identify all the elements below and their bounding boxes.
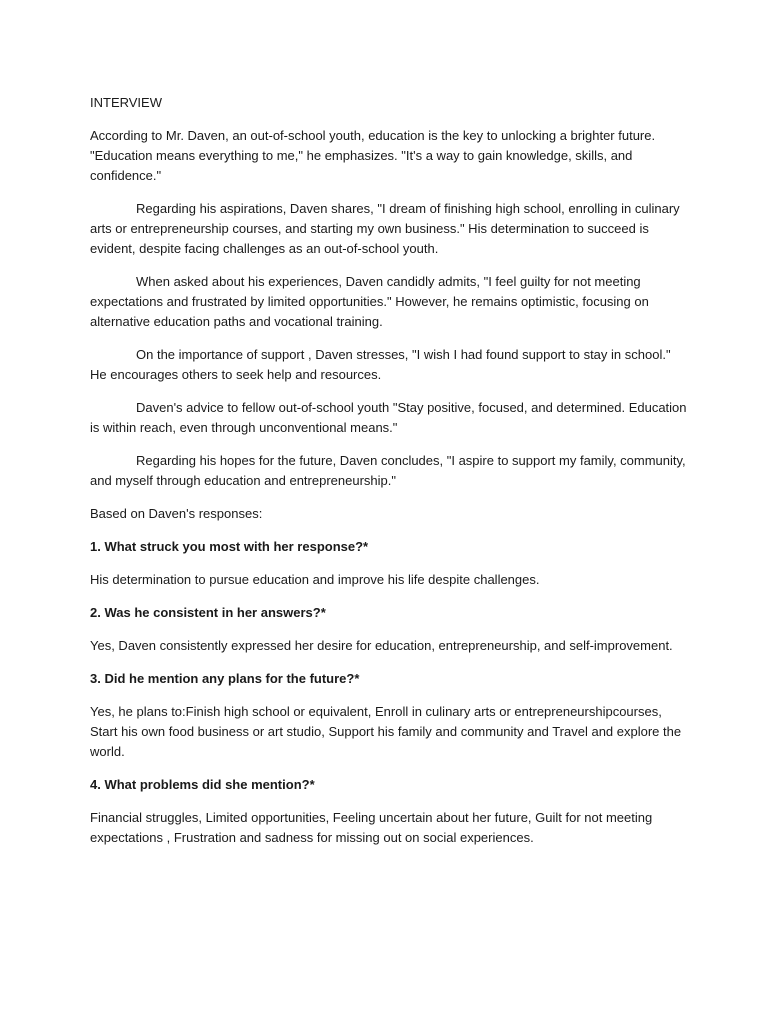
paragraph-support: On the importance of support , Daven stresses, "I wish I had found support to stay in school." He encourages others to seek help and resources. (90, 347, 671, 382)
paragraph-aspirations: Regarding his aspirations, Daven shares, "I dream of finishing high school, enrolling in culinary arts or entrepreneurship courses, and starting my own business." His determination to succeed is evident, despite facing challenges as an out-of-school youth. (90, 201, 680, 256)
question-2: 2. Was he consistent in her answers?* (90, 605, 326, 620)
question-3: 3. Did he mention any plans for the future?* (90, 671, 360, 686)
question-1: 1. What struck you most with her response?* (90, 539, 369, 554)
paragraph-experiences: When asked about his experiences, Daven candidly admits, "I feel guilty for not meeting expectations and frustrated by limited opportunities." However, he remains optimistic, focusing on alternative education paths and vocational training. (90, 274, 649, 329)
paragraph-advice: Daven's advice to fellow out-of-school youth "Stay positive, focused, and determined. Education is within reach, even through unconventional means." (90, 400, 687, 435)
responses-intro: Based on Daven's responses: (90, 506, 263, 521)
answer-1: His determination to pursue education and improve his life despite challenges. (90, 572, 540, 587)
paragraph-intro: According to Mr. Daven, an out-of-school youth, education is the key to unlocking a brighter future. "Education means everything to me," he emphasizes. "It's a way to gain knowledge, skills, and confidence." (90, 128, 656, 183)
paragraph-hopes: Regarding his hopes for the future, Daven concludes, "I aspire to support my family, community, and myself through education and entrepreneurship." (90, 453, 686, 488)
question-4: 4. What problems did she mention?* (90, 777, 315, 792)
document-page (90, 93, 690, 861)
answer-3: Yes, he plans to:Finish high school or equivalent, Enroll in culinary arts or entrepreneurshipcourses, Start his own food business or art studio, Support his family and community and Travel and explore the world. (90, 704, 682, 759)
document-title: INTERVIEW (90, 95, 162, 110)
answer-4: Financial struggles, Limited opportunities, Feeling uncertain about her future, Guilt for not meeting expectations , Frustration and sadness for missing out on social experiences. (90, 810, 653, 845)
answer-2: Yes, Daven consistently expressed her desire for education, entrepreneurship, and self-improvement. (90, 638, 673, 653)
